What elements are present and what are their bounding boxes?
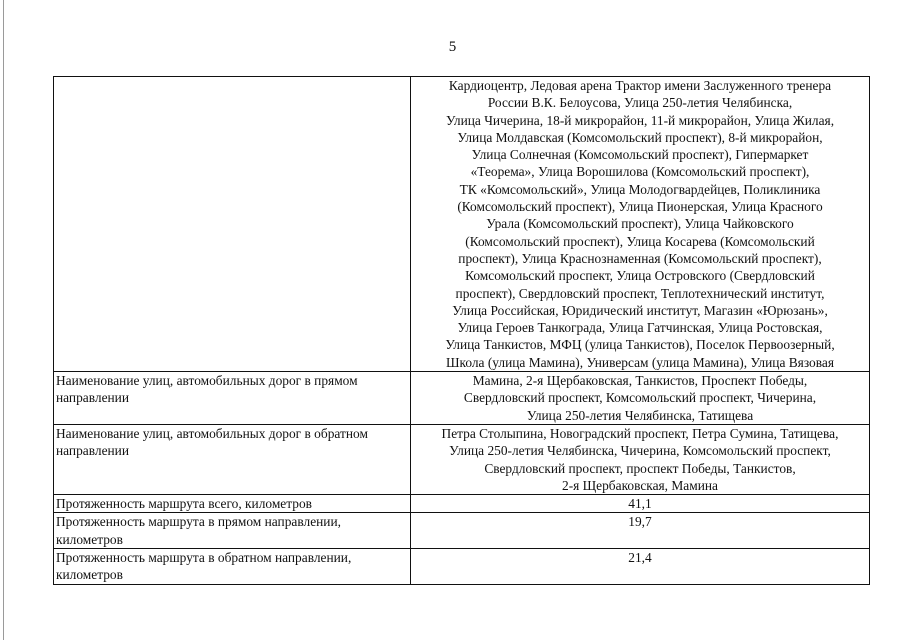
stops-line: Улица Российская, Юридический институт, Магазин «Юрюзань»,	[452, 302, 828, 318]
length-forward-label-line: километров	[56, 531, 123, 547]
stops-label-cell	[54, 77, 411, 372]
forward-streets-label-line: направлении	[56, 390, 130, 406]
reverse-streets-line: Свердловский проспект, проспект Победы, Танкистов,	[484, 460, 796, 476]
length-reverse-value: 21,4	[411, 549, 870, 585]
stops-line: Кардиоцентр, Ледовая арена Трактор имени Заслуженного тренера	[448, 78, 832, 93]
length-forward-label	[54, 513, 411, 549]
stops-line: Школа (улица Мамина), Универсам (улица Мамина), Улица Вязовая	[446, 354, 834, 370]
stops-line: проспект), Свердловский проспект, Теплотехнический институт,	[455, 285, 825, 301]
stops-value-cell	[411, 77, 870, 372]
length-reverse-label	[54, 549, 411, 585]
reverse-streets-label-line: Наименование улиц, автомобильных дорог в обратном	[56, 425, 368, 441]
length-total-label-line: Протяженность маршрута всего, километров	[56, 496, 312, 512]
stops-line: Улица Героев Танкограда, Улица Гатчинская, Улица Ростовская,	[457, 320, 823, 336]
route-table	[53, 76, 870, 585]
stops-line: Улица Солнечная (Комсомольский проспект), Гипермаркет	[471, 147, 809, 163]
forward-streets-line: Свердловский проспект, Комсомольский проспект, Чичерина,	[463, 390, 817, 406]
length-total-value: 41,1	[411, 495, 870, 513]
stops-line: России В.К. Белоусова, Улица 250-летия Челябинска,	[487, 95, 793, 111]
reverse-streets-value	[411, 424, 870, 494]
table-row-reverse-streets	[54, 424, 870, 494]
stops-line: «Теорема», Улица Ворошилова (Комсомольский проспект),	[470, 164, 810, 180]
stops-line: (Комсомольский проспект), Улица Косарева (Комсомольский	[465, 233, 815, 249]
stops-line: проспект), Улица Краснознаменная (Комсомольский проспект),	[458, 250, 822, 266]
table-row-length-forward	[54, 513, 870, 549]
page-number: 5	[448, 39, 457, 55]
length-reverse-label-line: Протяженность маршрута в обратном направлении,	[56, 550, 352, 566]
forward-streets-value	[411, 372, 870, 425]
stops-line: (Комсомольский проспект), Улица Пионерская, Улица Красного	[457, 199, 823, 215]
stops-line: Улица Молдавская (Комсомольский проспект), 8-й микрорайон,	[457, 129, 823, 145]
reverse-streets-label-line: направлении	[56, 443, 130, 459]
forward-streets-label-line: Наименование улиц, автомобильных дорог в прямом	[56, 373, 358, 389]
page-left-edge	[3, 0, 4, 640]
length-forward-label-line: Протяженность маршрута в прямом направлении,	[56, 514, 341, 530]
stops-line: Улица Чичерина, 18-й микрорайон, 11-й микрорайон, Улица Жилая,	[445, 112, 835, 128]
length-total-label	[54, 495, 411, 513]
reverse-streets-label	[54, 424, 411, 494]
table-row-stops	[54, 77, 870, 372]
stops-line: Комсомольский проспект, Улица Островского (Свердловский	[465, 268, 815, 284]
stops-line: Улица Танкистов, МФЦ (улица Танкистов), Поселок Первоозерный,	[445, 337, 835, 353]
reverse-streets-line: 2-я Щербаковская, Мамина	[562, 477, 718, 493]
stops-line: Урала (Комсомольский проспект), Улица Чайковского	[486, 216, 794, 232]
reverse-streets-line: Улица 250-летия Челябинска, Чичерина, Комсомольский проспект,	[449, 443, 831, 459]
length-reverse-label-line: километров	[56, 567, 123, 583]
table-row-length-reverse	[54, 549, 870, 585]
table-row-forward-streets	[54, 372, 870, 425]
forward-streets-line: Улица 250-летия Челябинска, Татищева	[526, 407, 754, 423]
forward-streets-line: Мамина, 2-я Щербаковская, Танкистов, Проспект Победы,	[472, 373, 808, 389]
length-forward-value: 19,7	[411, 513, 870, 549]
forward-streets-label	[54, 372, 411, 425]
stops-line: ТК «Комсомольский», Улица Молодогвардейцев, Поликлиника	[459, 181, 821, 197]
table-row-length-total	[54, 495, 870, 513]
reverse-streets-line: Петра Столыпина, Новоградский проспект, Петра Сумина, Татищева,	[441, 425, 839, 441]
